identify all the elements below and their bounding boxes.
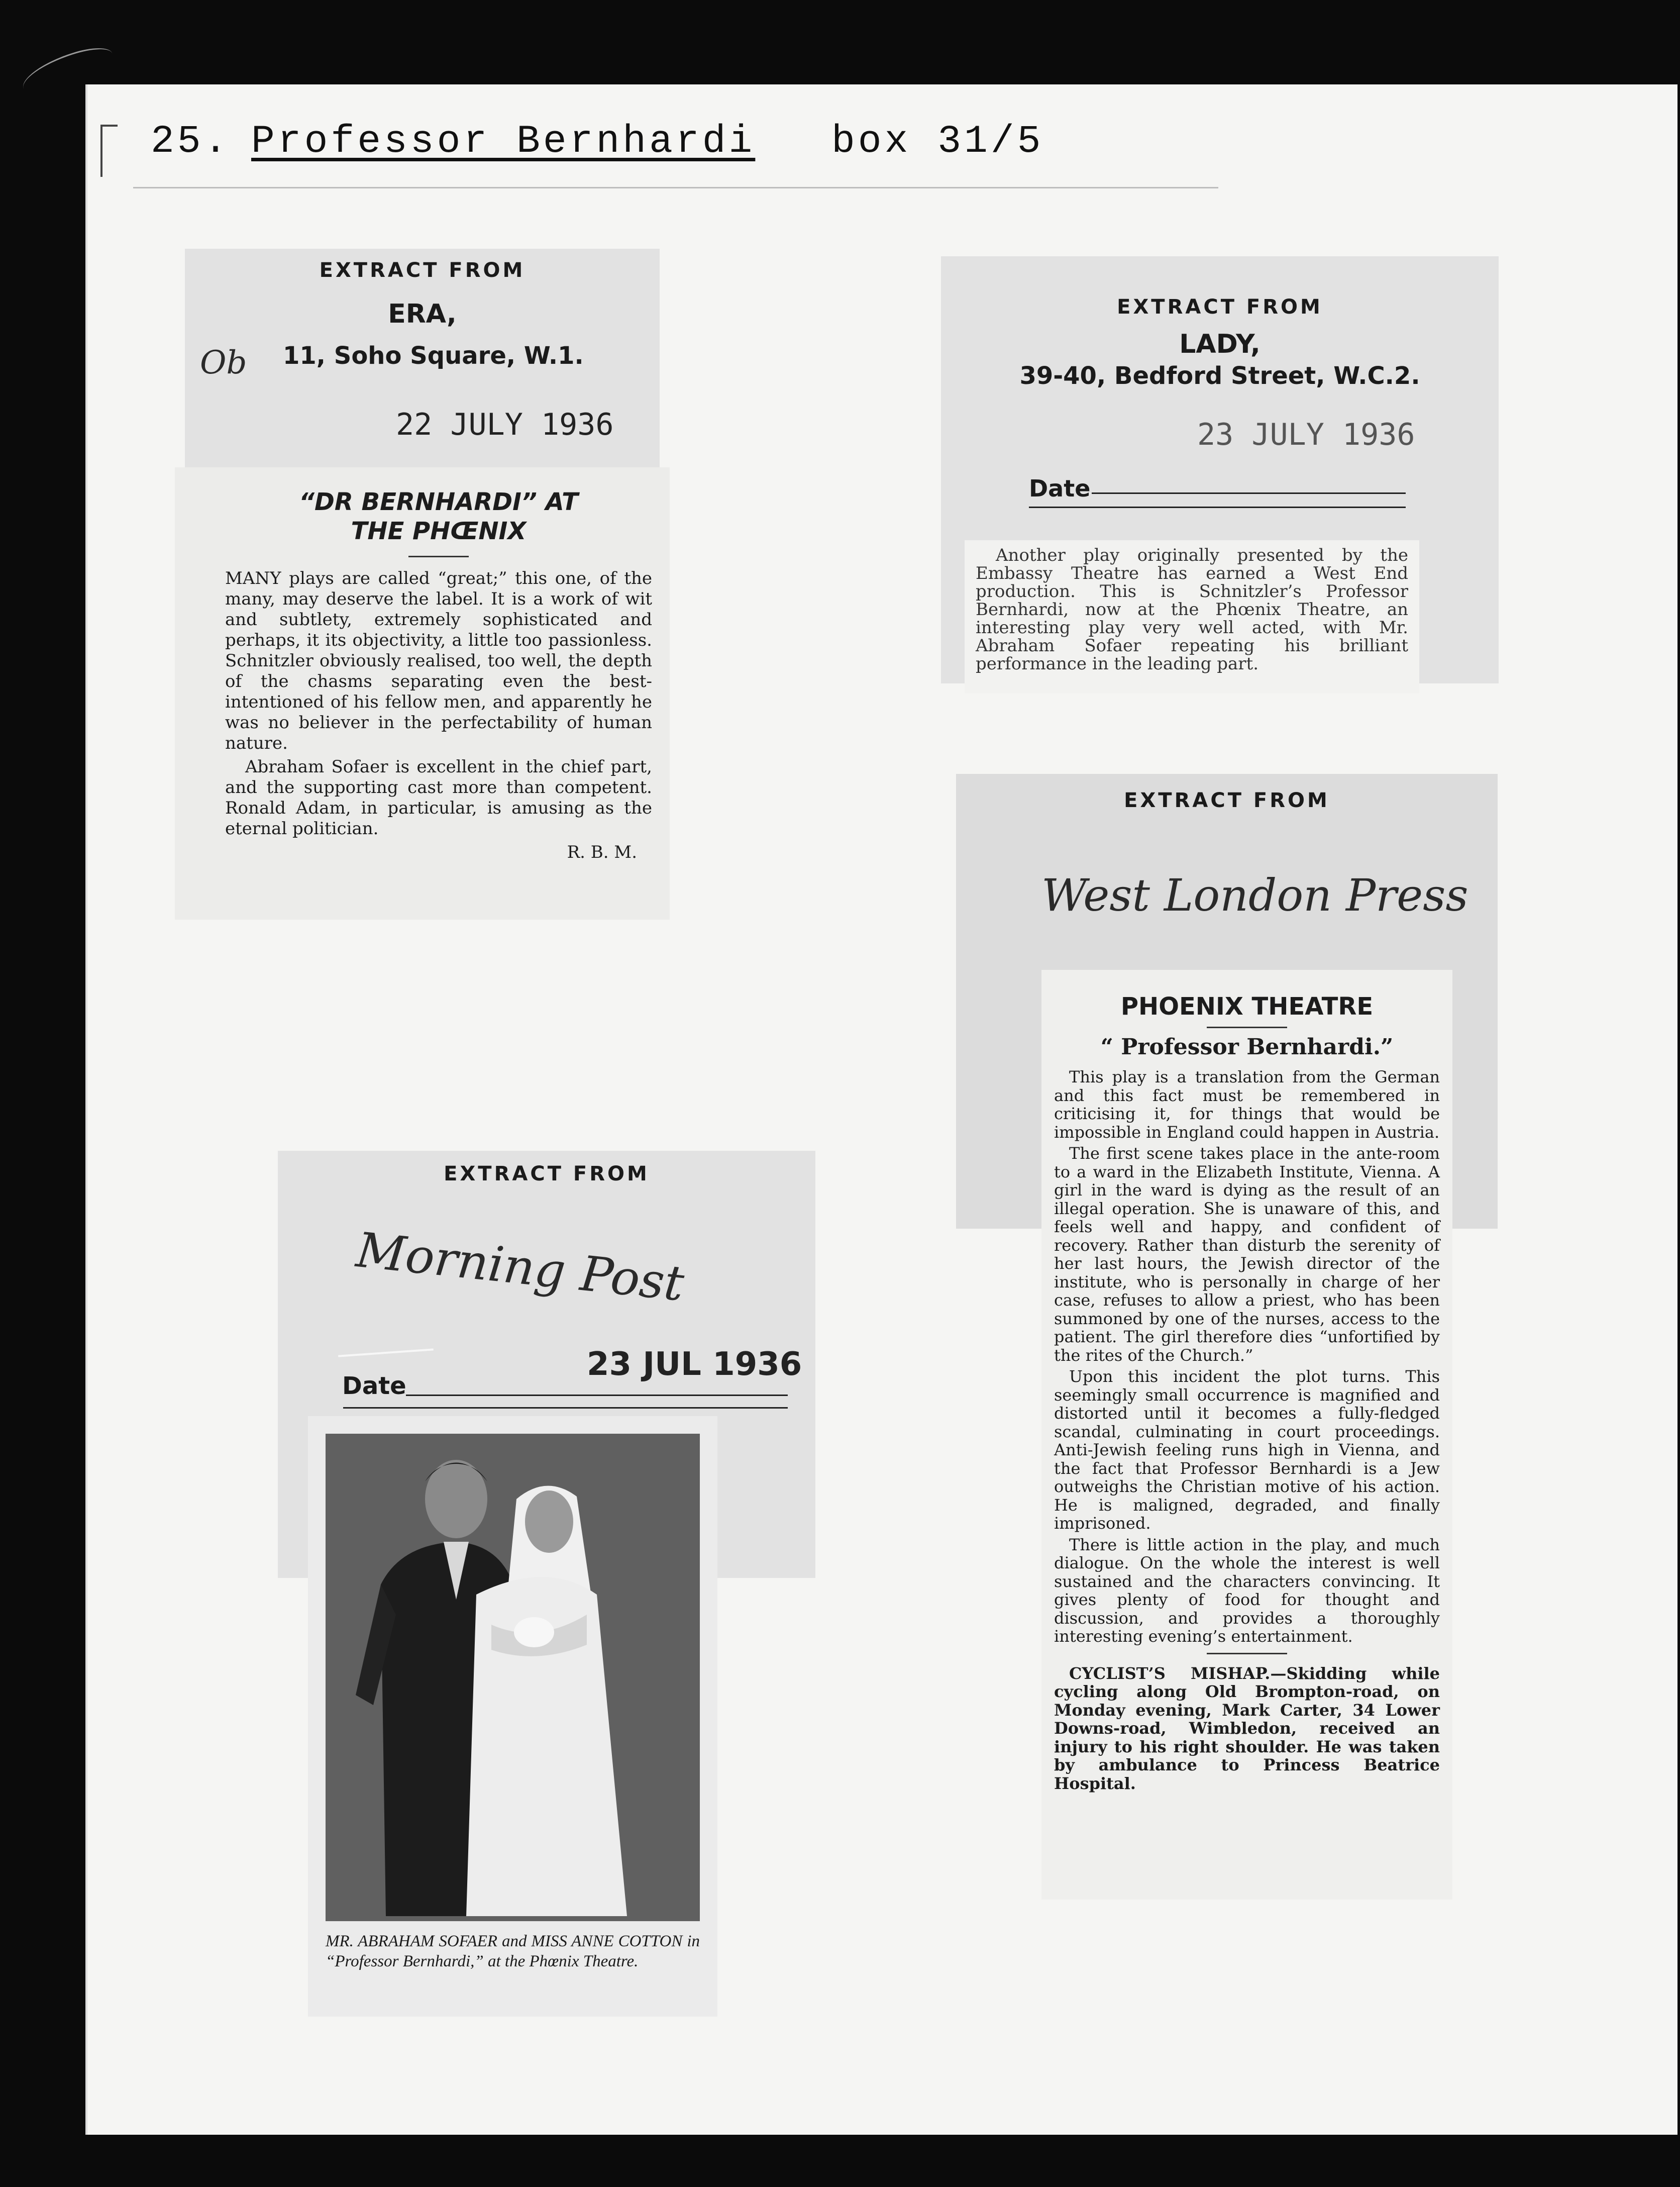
era-headline-line-2: THE PHŒNIX: [351, 517, 527, 545]
west-london-rule-2: [1207, 1653, 1287, 1654]
mishap-heading: CYCLIST’S MISHAP.: [1069, 1663, 1271, 1683]
lady-article: [965, 540, 1419, 693]
white-scratch: [338, 1348, 434, 1357]
lady-address: 39-40, Bedford Street, W.C.2.: [1019, 362, 1420, 390]
era-extract-label: EXTRACT FROM: [319, 259, 526, 282]
lady-date-label: Date: [1029, 475, 1091, 502]
box-reference: box 31/5: [831, 120, 1044, 164]
west-london-paragraph-3: Upon this incident the plot turns. This seemingly small occurrence is magnified and distorted until it becomes a fully-fledged scandal, culminating in court proceedings. Anti-Jewish feeling runs high in Vienna, and the fact that Professor Bernhardi is a Jew outweighs the Christian motive of his action. He is maligned, degraded, and finally imprisoned.: [1054, 1367, 1440, 1533]
lady-article-text: Another play originally presented by the Embassy Theatre has earned a West End production. This is Schnitzler’s Professor Bernhardi, now at the Phœnix Theatre, an interesting play very well acted, with Mr. Abraham Sofaer repeating his brilliant performance in the leading part.: [976, 545, 1408, 674]
era-date-stamp: 22 JULY 1936: [396, 407, 614, 442]
page-title: Professor Bernhardi: [251, 120, 756, 164]
era-headline-line-1: “DR BERNHARDI” AT: [299, 488, 578, 516]
photo-clipping: [308, 1416, 717, 2017]
mishap-text: —Skidding while cycling along Old Brompton-road, on Monday evening, Mark Carter, 34 Lower Downs-road, Wimbledon, received an injury to his right shoulder. He was taken by ambulance to Princess Beatrice Hospital.: [1054, 1663, 1440, 1793]
lady-extract-label: EXTRACT FROM: [1117, 295, 1323, 319]
west-london-paragraph-1: This play is a translation from the German and this fact must be remembered in criticising it, for things that would be impossible in England could happen in Austria.: [1054, 1067, 1440, 1142]
era-extract-header: [185, 249, 660, 485]
west-london-extract-label: EXTRACT FROM: [1124, 789, 1330, 812]
era-headline-rule: [408, 556, 469, 557]
corner-mark: [100, 125, 118, 177]
header-rule: [133, 187, 1218, 188]
era-article: [175, 467, 670, 920]
morning-post-date-line: [406, 1395, 788, 1396]
west-london-paragraph-4: There is little action in the play, and much dialogue. On the whole the interest is well sustained and the characters convincing. It gives plenty of food for thought and discussion, and provides a thoroughly interesting evening’s entertainment.: [1054, 1535, 1440, 1646]
era-paragraph-2: Abraham Sofaer is excellent in the chief part, and the supporting cast more than competent. Ronald Adam, in particular, is amusing as the eternal politician.: [225, 757, 652, 839]
morning-post-date-stamp: 23 JUL 1936: [587, 1346, 802, 1383]
handwritten-initials: Ob: [200, 344, 247, 381]
morning-post-rule: [343, 1407, 788, 1409]
lady-paper-name: LADY,: [1179, 329, 1261, 359]
west-london-rule-1: [1207, 1027, 1287, 1028]
west-london-article: [1041, 970, 1452, 1900]
west-london-headline: PHOENIX THEATRE: [1120, 992, 1374, 1021]
item-number: 25.: [151, 120, 231, 164]
morning-post-handwritten-title: Morning Post: [353, 1222, 687, 1312]
era-paper-name: ERA,: [388, 299, 457, 329]
west-london-paragraph-2: The first scene takes place in the ante-room to a ward in the Elizabeth Institute, Vienna. A girl in the ward is dying as the result of an illegal operation. She is unaware of this, and feels well and happy, and confident of recovery. Rather than disturb the serenity of her last hours, the Jewish director of the institute, who is personally in charge of her case, refuses to allow a priest, who has been summoned by one of the nurses, access to the patient. The girl therefore dies “unfortified by the rites of the Church.”: [1054, 1144, 1440, 1365]
morning-post-date-label: Date: [342, 1372, 406, 1400]
west-london-handwritten-title: West London Press: [1041, 869, 1468, 921]
lady-rule: [1029, 507, 1406, 508]
cast-photo-illustration: [326, 1434, 700, 1921]
era-paragraph-1: MANY plays are called “great;” this one, of the many, may deserve the label. It is a work of wit and subtlety, extremely sophisticated and perhaps, it its objectivity, a little too passionless. Schnitzler obviously realised, too well, the depth of the chasms separating even the best-intentioned of his fellow men, and apparently he was no believer in the perfectability of human nature.: [225, 568, 652, 753]
cast-photo: [326, 1434, 700, 1921]
lady-date-line: [1092, 492, 1406, 494]
lady-date-stamp: 23 JULY 1936: [1197, 417, 1415, 452]
era-signature: R. B. M.: [567, 842, 637, 862]
morning-post-extract-label: EXTRACT FROM: [444, 1162, 650, 1185]
photo-caption: MR. ABRAHAM SOFAER and MISS ANNE COTTON in “Professor Bernhardi,” at the Phœnix Theatre.: [326, 1932, 700, 1970]
west-london-subheadline: “ Professor Bernhardi.”: [1100, 1034, 1394, 1060]
era-address: 11, Soho Square, W.1.: [283, 342, 584, 370]
